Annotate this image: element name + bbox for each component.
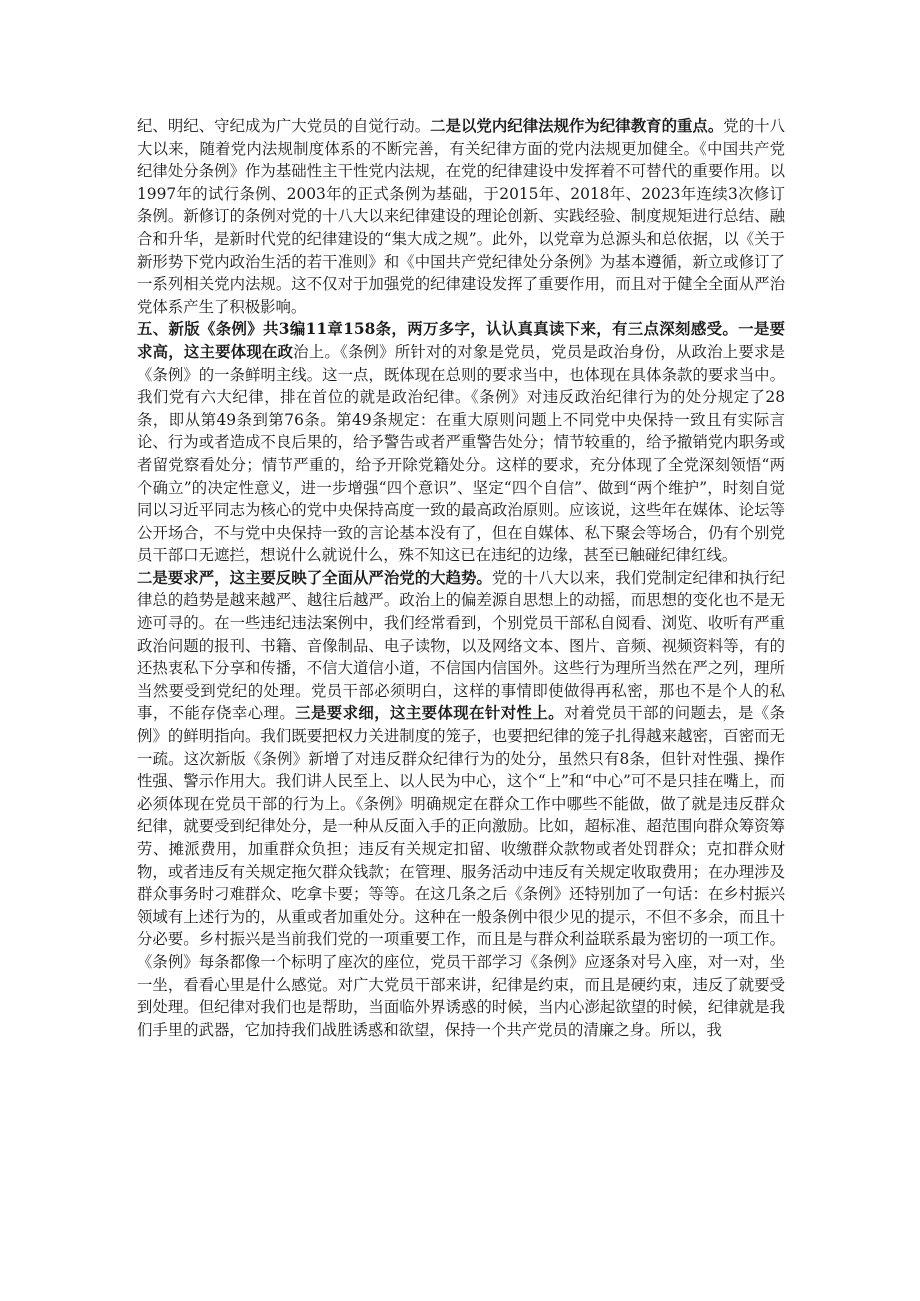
text-segment: 党的十八大以来，随着党内法规制度体系的不断完善，有关纪律方面的党内法规更加健全。《中国共产党纪律处分条例》作为基础性主干性党内法规，在党的纪律建设中发挥着不可替代的重要作用。以1997年的试行条例、2003年的正式条例为基础，于2015年、2018年、2023年连续3次修订条例。新修订的条例对党的十八大以来纪律建设的理论创新、实践经验、制度规矩进行总结、融合和升华，是新时代党的纪律建设的“集大成之规”。此外，以党章为总源头和总依据，以《关于新形势下党内政治生活的若干准则》和《中国共产党纪律处分条例》为基本遵循，新立或修订了一系列相关党内法规。这不仅对于加强党的纪律建设发挥了重要作用，而且对于健全全面从严治党体系产生了积极影响。 (137, 117, 785, 316)
heading-detailed-requirements: 三是要求细，这主要体现在针对性上。 (295, 704, 564, 723)
paragraph-discipline-regulations (137, 115, 785, 318)
text-segment: 党的十八大以来，我们党制定纪律和执行纪律总的趋势是越来越严、越往后越严。政治上的偏差源自思想上的动摇，而思想的变化也不是无迹可寻的。在一些违纪违法案例中，我们经常看到，个别党员干部私自阅看、浏览、收听有严重政治问题的报刊、书籍、音像制品、电子读物，以及网络文本、图片、音频、视频资料等，有的还热衷私下分享和传播，不信大道信小道，不信国内信国外。这些行为理所当然在严之列，理所当然要受到党纪的处理。党员干部必须明白，这样的事情即使做得再私密，那也不是个人的私事，不能存侥幸心理。 (137, 568, 785, 723)
paragraph-section-five (137, 318, 785, 567)
paragraph-strict-and-detailed (137, 567, 785, 1041)
document-body (137, 115, 785, 1041)
text-segment: 纪、明纪、守纪成为广大党员的自觉行动。 (137, 117, 431, 135)
heading-section-five-high-requirements: 五、新版《条例》共3编11章158条，两万多字，认认真真读下来，有三点深刻感受。一是要求高，这主要体现在政 (137, 320, 785, 361)
text-segment: 治上。《条例》所针对的对象是党员，党员是政治身份，从政治上要求是《条例》的一条鲜明主线。这一点，既体现在总则的要求当中，也体现在具体条款的要求当中。我们党有六大纪律，排在首位的就是政治纪律。《条例》对违反政治纪律行为的处分规定了28条，即从第49条到第76条。第49条规定：在重大原则问题上不同党中央保持一致且有实际言论、行为或者造成不良后果的，给予警告或者严重警告处分；情节较重的，给予撤销党内职务或者留党察看处分；情节严重的，给予开除党籍处分。这样的要求，充分体现了全党深刻领悟“两个确立”的决定性意义，进一步增强“四个意识”、坚定“四个自信”、做到“两个维护”，时刻自觉同以习近平同志为核心的党中央保持高度一致的最高政治原则。应该说，这些年在媒体、论坛等公开场合，不与党中央保持一致的言论基本没有了，但在自媒体、私下聚会等场合，仍有个别党员干部口无遮拦，想说什么就说什么，殊不知这已在违纪的边缘，甚至已触碰纪律红线。 (137, 342, 785, 565)
heading-discipline-education-focus: 二是以党内纪律法规作为纪律教育的重点。 (430, 117, 724, 135)
text-segment: 对着党员干部的问题去，是《条例》的鲜明指向。我们既要把权力关进制度的笼子，也要把纪律的笼子扎得越来越密，百密而无一疏。这次新版《条例》新增了对违反群众纪律行为的处分，虽然只有8条，但针对性强、操作性强、警示作用大。我们讲人民至上、以人民为中心，这个“上”和“中心”可不是只挂在嘴上，而必须体现在党员干部的行为上。《条例》明确规定在群众工作中哪些不能做，做了就是违反群众纪律，就要受到纪律处分，是一种从反面入手的正向激励。比如，超标准、超范围向群众筹资筹劳、摊派费用，加重群众负担；违反有关规定扣留、收缴群众款物或者处罚群众；克扣群众财物，或者违反有关规定拖欠群众钱款；在管理、服务活动中违反有关规定收取费用；在办理涉及群众事务时刁难群众、吃拿卡要；等等。在这几条之后《条例》还特别加了一句话：在乡村振兴领域有上述行为的，从重或者加重处分。这种在一般条例中很少见的提示，不但不多余，而且十分必要。乡村振兴是当前我们党的一项重要工作，而且是与群众利益联系最为密切的一项工作。《条例》每条都像一个标明了座次的座位，党员干部学习《条例》应逐条对号入座，对一对，坐一坐，看看心里是什么感觉。对广大党员干部来讲，纪律是约束，而且是硬约束，违反了就要受到处理。但纪律对我们也是帮助，当面临外界诱惑的时候，当内心澎起欲望的时候，纪律就是我们手里的武器，它加持我们战胜诱惑和欲望，保持一个共产党员的清廉之身。所以，我 (137, 704, 785, 1039)
heading-strict-requirements: 二是要求严，这主要反映了全面从严治党的大趋势。 (137, 568, 492, 587)
